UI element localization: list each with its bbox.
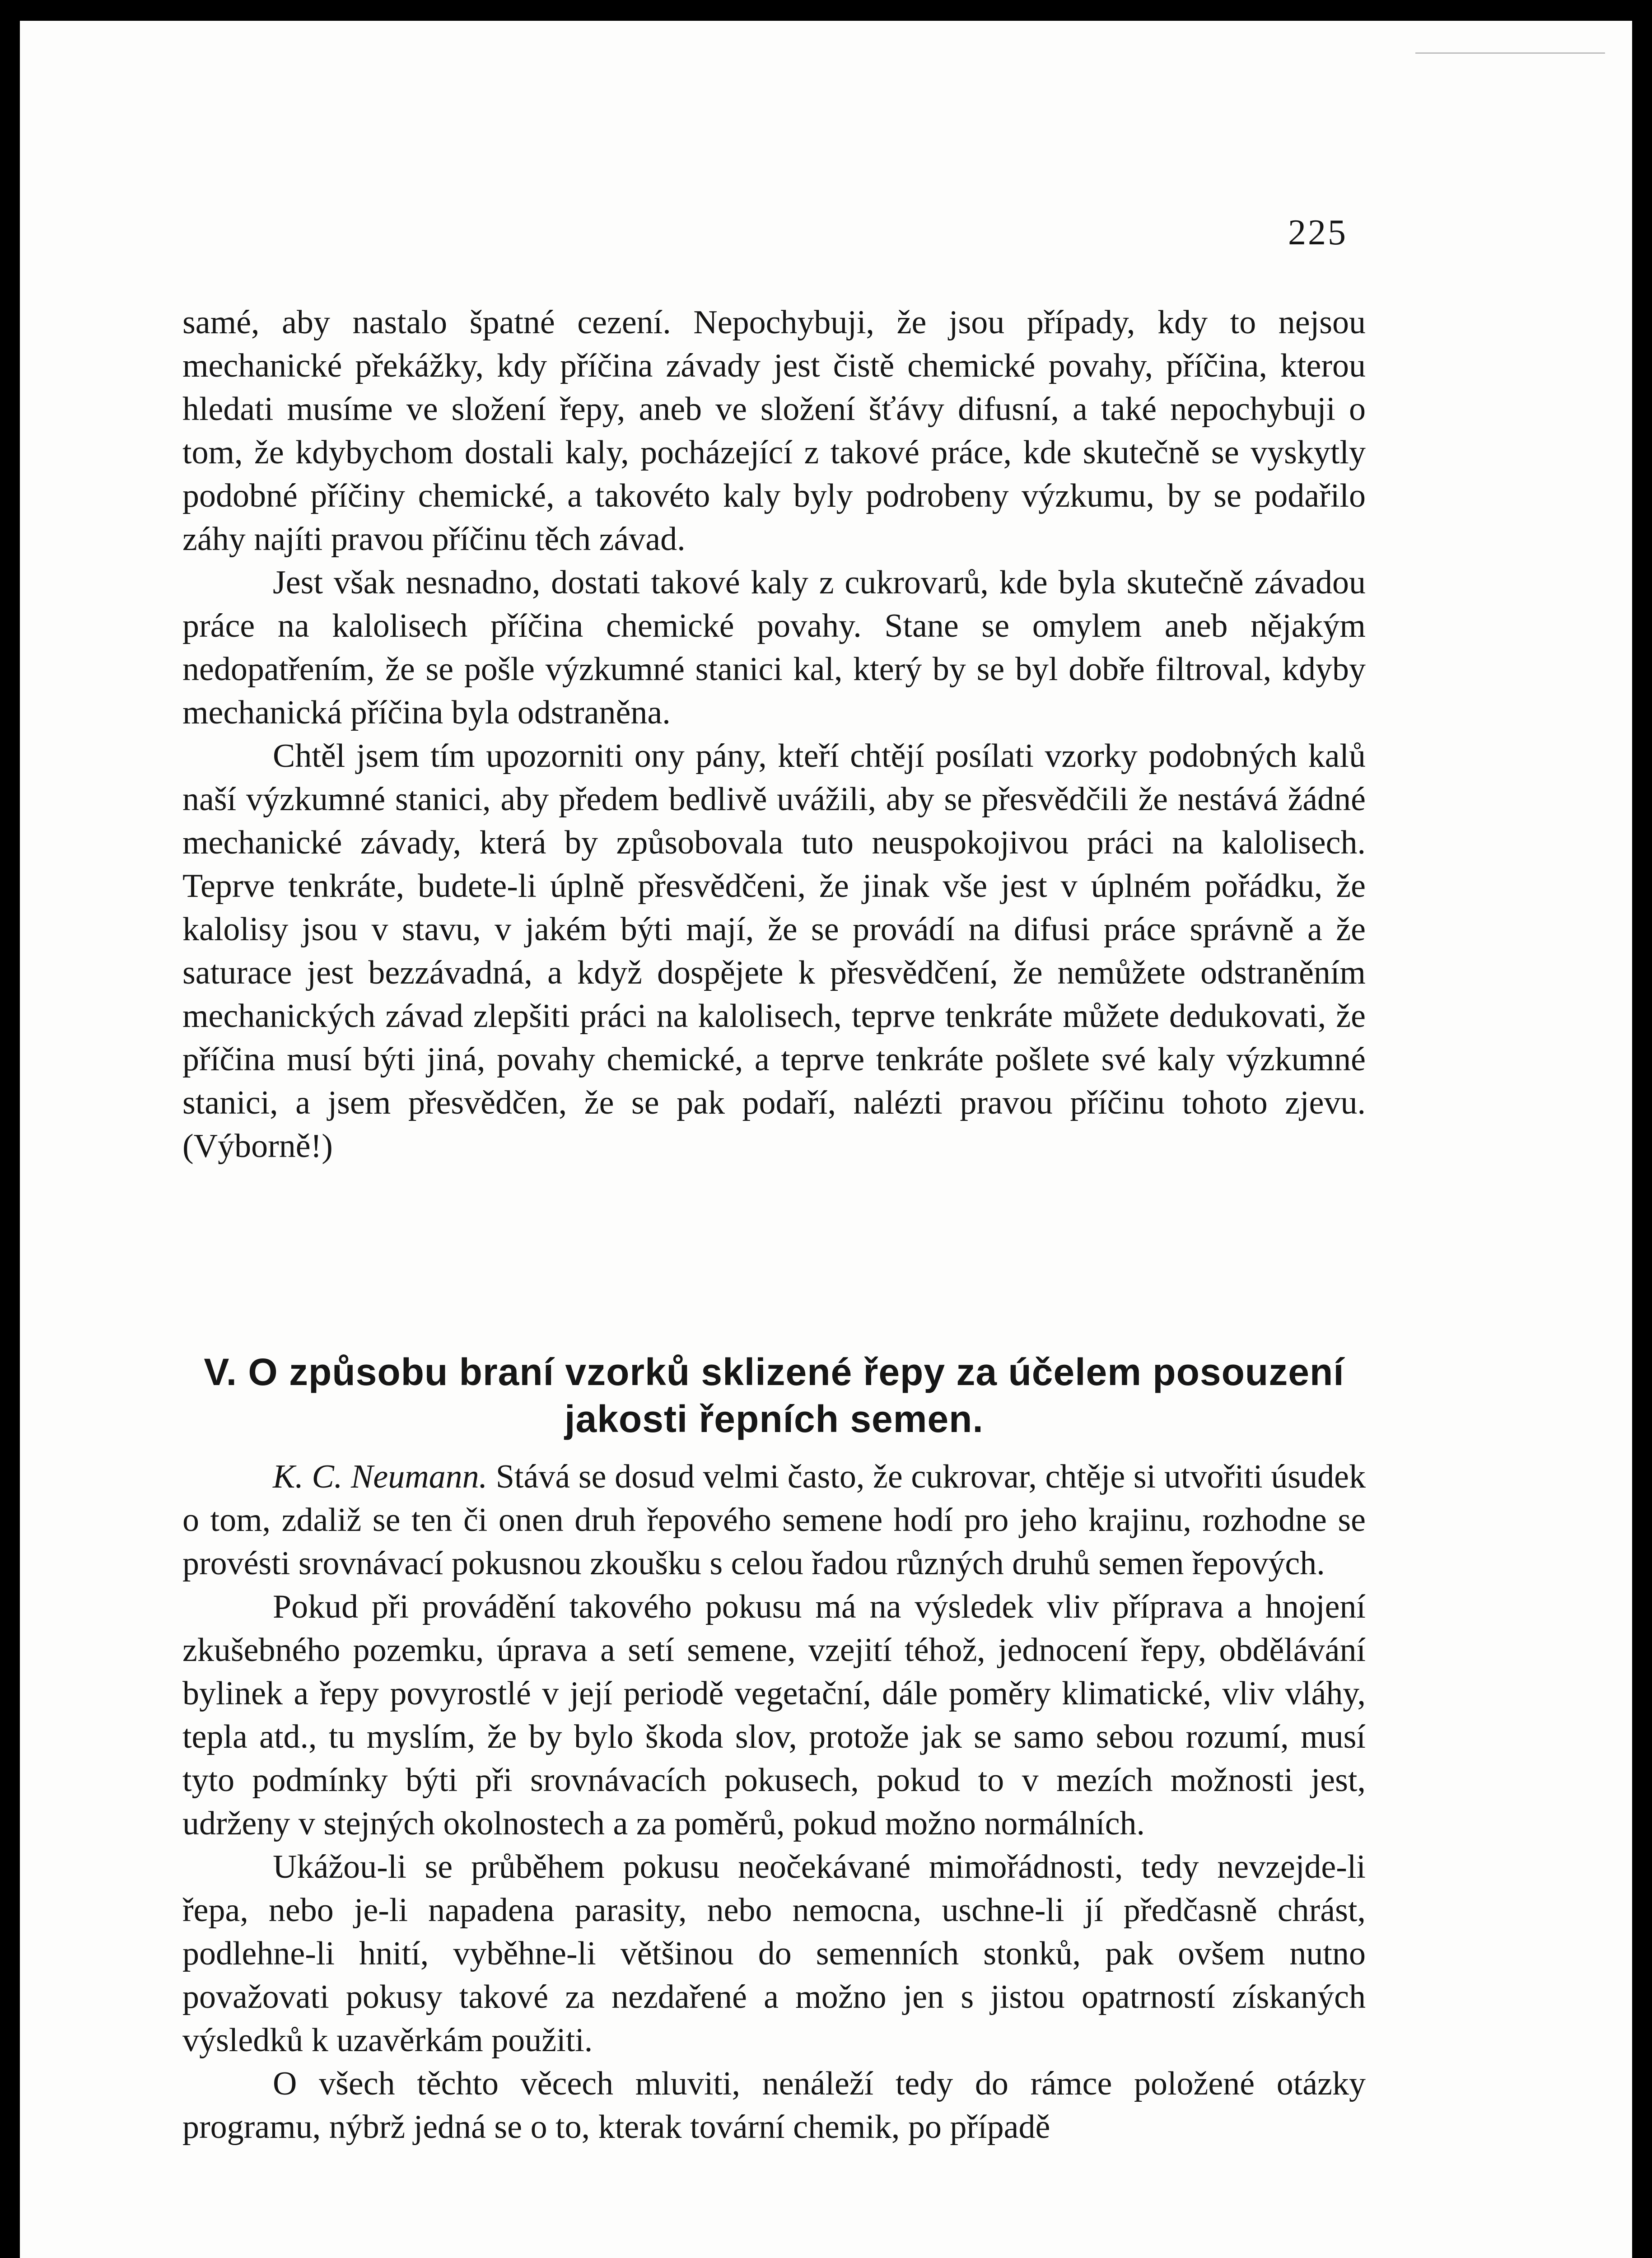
paragraph-with-author [182,1455,1366,1585]
section-heading-line-1: V. O způsobu braní vzorků sklizené řepy za účelem posouzení [204,1351,1344,1393]
paragraph-text: Stává se dosud velmi často, že cukrovar, chtěje si utvořiti úsudek o tom, zdaliž se ten či onen druh řepového semene hodí pro jeho krajinu, rozhodne se provésti srovnávací pokusnou zkoušku s celou řadou různých druhů semen řepových. [182,1458,1366,1582]
paragraph-continuation: samé, aby nastalo špatné cezení. Nepochybuji, že jsou případy, kdy to nejsou mechanické překážky, kdy příčina závady jest čistě chemické povahy, příčina, kterou hledati musíme ve složení řepy, aneb ve složení šťávy difusní, a také nepochybuji o tom, že kdybychom dostali kaly, pocházející z takové práce, kde skutečně se vyskytly podobné příčiny chemické, a takovéto kaly byly podrobeny výzkumu, by se podařilo záhy najíti pravou příčinu těch závad. [182,304,1366,558]
section-heading-line-2: jakosti řepních semen. [565,1398,984,1440]
paragraph: O všech těchto věcech mluviti, nenáleží tedy do rámce položené otázky programu, nýbrž jedná se o to, kterak tovární chemik, po případě [182,2065,1366,2146]
page-number: 225 [1288,213,1348,252]
body-text-bottom [182,1455,1366,2149]
paragraph: Ukážou-li se průběhem pokusu neočekávané mimořádnosti, tedy nevzejde-li řepa, nebo je-li napadena parasity, nebo nemocna, uschne-li jí předčasně chrást, podlehne-li hnití, vyběhne-li většinou do semenních stonků, pak ovšem nutno považovati pokusy takové za nezdařené a možno jen s jistou opatrností získaných výsledků k uzavěrkám použiti. [182,1848,1366,2059]
paragraph: Jest však nesnadno, dostati takové kaly z cukrovarů, kde byla skutečně závadou práce na kalolisech příčina chemické povahy. Stane se omylem aneb nějakým nedopatřením, že se pošle výzkumné stanici kal, který by se byl dobře filtroval, kdyby mechanická příčina byla odstraněna. [182,564,1366,731]
scanned-page [20,21,1632,2258]
paragraph: Pokud při provádění takového pokusu má na výsledek vliv příprava a hnojení zkušebného pozemku, úprava a setí semene, vzejití téhož, jednocení řepy, obdělávání bylinek a řepy povyrostlé v její periodě vegetační, dále poměry klimatické, vliv vláhy, tepla atd., tu myslím, že by bylo škoda slov, protože jak se samo sebou rozumí, musí tyto podmínky býti při srovnávacích pokusech, pokud to v mezích možnosti jest, udrženy v stejných okolnostech a za poměrů, pokud možno normálních. [182,1588,1366,1842]
section-heading [182,1348,1366,1442]
scan-edge-mark [1415,21,1605,54]
body-text-top [182,301,1366,1168]
author-name: K. C. Neumann. [273,1458,488,1495]
paragraph: Chtěl jsem tím upozorniti ony pány, kteří chtějí posílati vzorky podobných kalů naší výzkumné stanici, aby předem bedlivě uvážili, aby se přesvědčili že nestává žádné mechanické závady, která by způsobovala tuto neuspokojivou práci na kalolisech. Teprve tenkráte, budete-li úplně přesvědčeni, že jinak vše jest v úplném pořádku, že kalolisy jsou v stavu, v jakém býti mají, že se provádí na difusi práce správně a že saturace jest bezzávadná, a když dospějete k přesvědčení, že nemůžete odstraněním mechanických závad zlepšiti práci na kalolisech, teprve tenkráte můžete dedukovati, že příčina musí býti jiná, povahy chemické, a teprve tenkráte pošlete své kaly výzkumné stanici, a jsem přesvědčen, že se pak podaří, nalézti pravou příčinu tohoto zjevu. (Výborně!) [182,737,1366,1165]
